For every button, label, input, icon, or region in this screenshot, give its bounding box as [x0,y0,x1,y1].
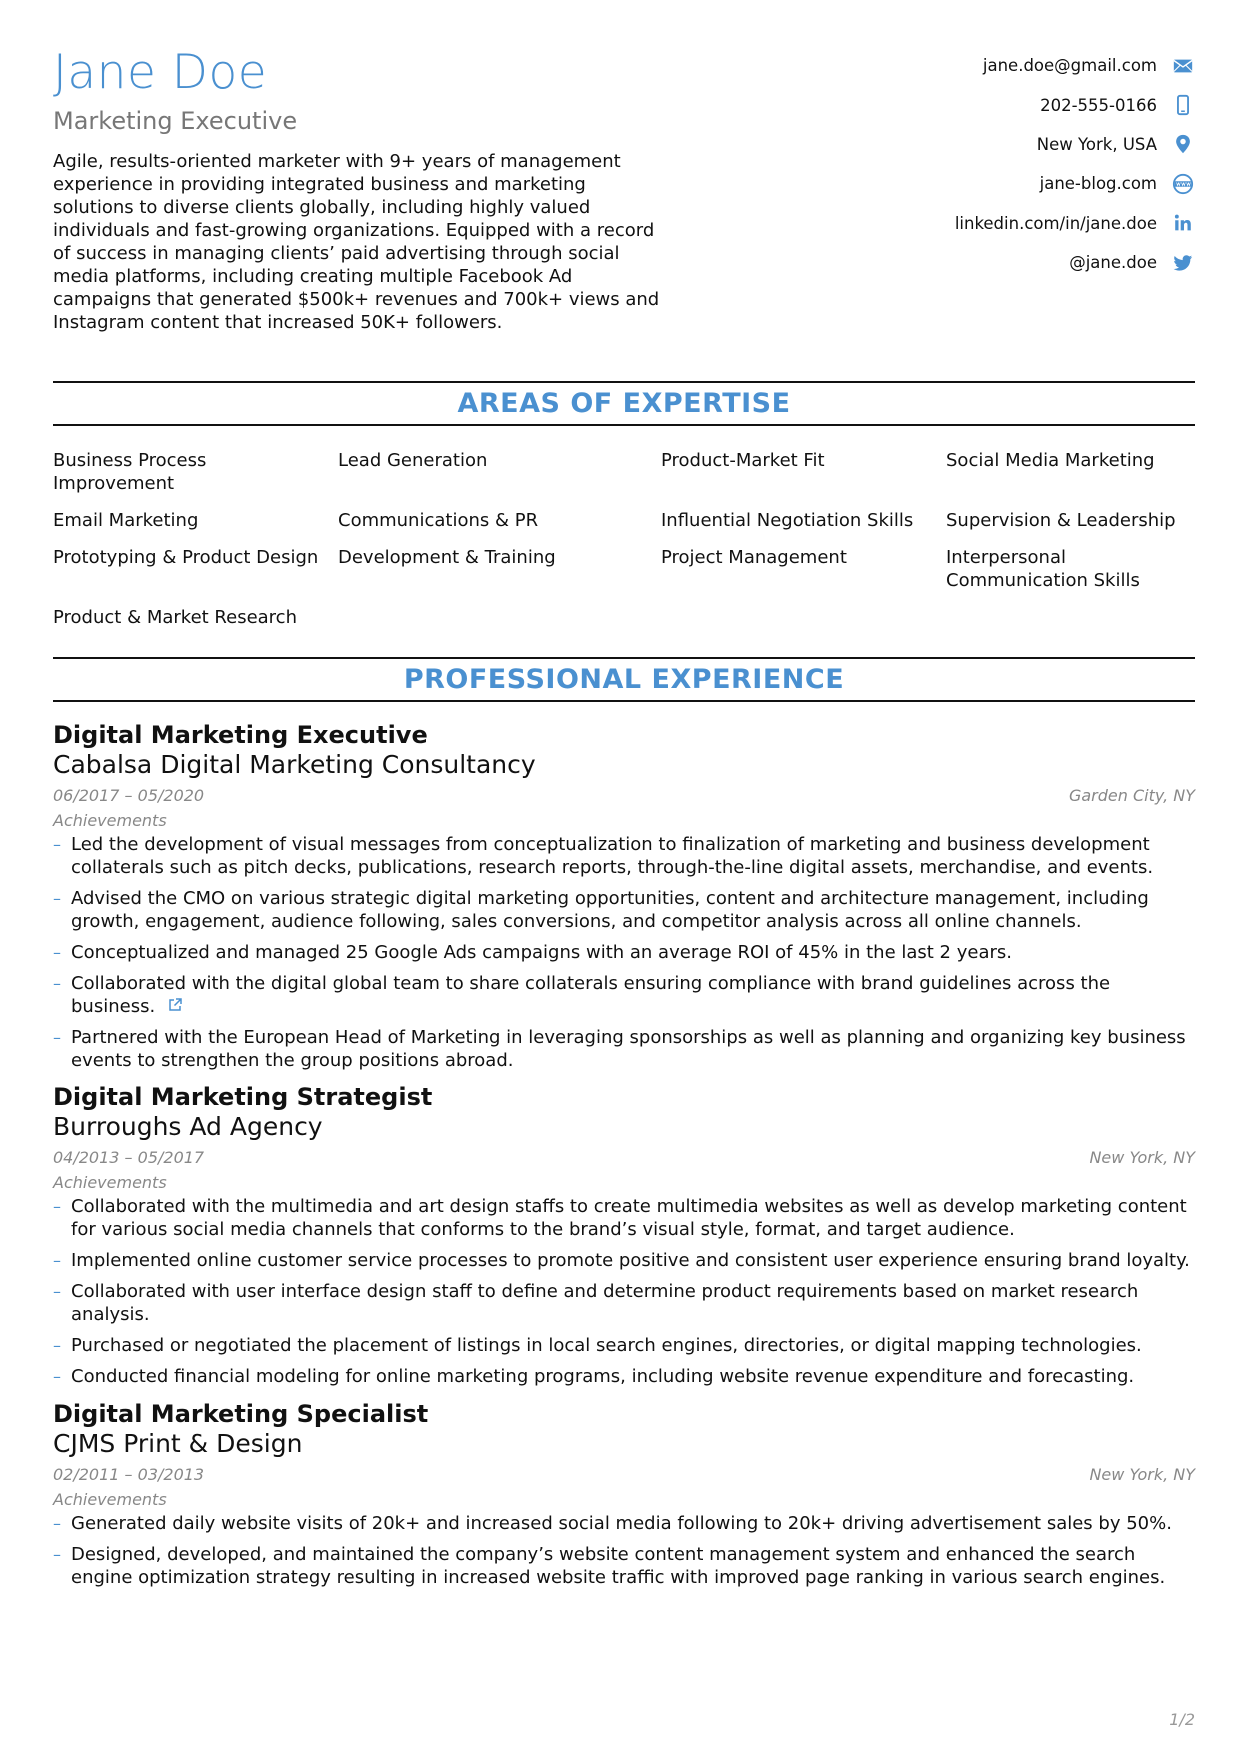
phone-icon [1171,93,1195,117]
skill-item: Project Management [661,547,847,568]
summary-paragraph: Agile, results-oriented marketer with 9+ years of management experience in providing integrated business and marketing solutions to diverse clients globally, including highly valued individuals and fast-growing organizations. Equipped with a record of success in managing clients’ paid advertising through social media platforms, including creating multiple Facebook Ad campaigns that generated $500k+ revenues and 700k+ views and Instagram content that increased 50K+ followers. [53,151,660,333]
expertise-heading: AREAS OF EXPERTISE [457,388,791,419]
experience-heading: PROFESSIONAL EXPERIENCE [403,664,845,695]
skill-item: Development & Training [338,547,556,568]
skill-item: Supervision & Leadership [946,510,1176,531]
contact-website-text[interactable]: jane-blog.com [1039,174,1157,194]
page-number: 1/2 [1169,1710,1195,1729]
email-icon [1171,54,1195,78]
job-dates: 06/2017 – 05/2020 [53,786,205,805]
achievement-item: – Purchased or negotiated the placement of listings in local search engines, directories, or digital mapping technologies. [53,1334,1195,1357]
job-meta [53,1146,1195,1170]
contact-location [795,125,1195,164]
contact-list [795,46,1195,282]
achievement-item: – Collaborated with the multimedia and art design staffs to create multimedia websites as well as develop marketing content for various social media channels that conforms to the brand’s visual style, format, and target audience. [53,1195,1195,1241]
twitter-icon [1171,251,1195,275]
skill-item: Email Marketing [53,510,199,531]
globe-www-icon [1171,172,1195,196]
contact-email-text[interactable]: jane.doe@gmail.com [982,56,1157,76]
resume-header [53,44,673,334]
achievements-label: Achievements [53,1173,167,1192]
job-location: Garden City, NY [1068,786,1195,805]
achievements-label: Achievements [53,1490,167,1509]
contact-twitter[interactable] [795,243,1195,282]
contact-twitter-text[interactable]: @jane.doe [1069,253,1157,273]
achievement-item: – Designed, developed, and maintained the company’s website content management system and enhanced the search engine optimization strategy resulting in increased website traffic with improved page ranking in various search engines. [53,1543,1195,1589]
skill-item: Lead Generation [338,450,488,471]
achievement-item: – Generated daily website visits of 20k+ and increased social media following to 20k+ driving advertisement sales by 50%. [53,1512,1195,1535]
achievement-item-text: Collaborated with the digital global team to share collaterals ensuring compliance with brand guidelines across the business. [71,973,1111,1017]
contact-email[interactable] [795,46,1195,85]
contact-phone[interactable] [795,85,1195,124]
achievement-item: – Collaborated with user interface design staff to define and determine product requirements based on market research analysis. [53,1280,1195,1326]
achievement-item: – Implemented online customer service processes to promote positive and consistent user experience ensuring brand loyalty. [53,1249,1195,1272]
job-entry [53,1399,1195,1597]
linkedin-icon [1171,211,1195,235]
achievement-list [53,833,1195,1072]
job-entry [53,1082,1195,1396]
skill-item: Social Media Marketing [946,450,1155,471]
expertise-grid [53,449,1195,629]
expertise-section-header [53,381,1195,426]
achievement-item: – Conceptualized and managed 25 Google Ads campaigns with an average ROI of 45% in the last 2 years. [53,941,1195,964]
skill-item: Business Process Improvement [53,450,207,494]
job-dates: 02/2011 – 03/2013 [53,1465,205,1484]
candidate-title: Marketing Executive [53,107,298,135]
achievement-list [53,1195,1195,1388]
skill-item: Prototyping & Product Design [53,547,319,568]
achievement-item: – Partnered with the European Head of Marketing in leveraging sponsorships as well as planning and organizing key business events to strengthen the group positions abroad. [53,1026,1195,1072]
candidate-name: Jane Doe [53,45,268,100]
external-link-icon[interactable] [167,997,183,1013]
job-company: Cabalsa Digital Marketing Consultancy [53,750,536,779]
skill-item: Product & Market Research [53,607,297,628]
skill-item: Influential Negotiation Skills [661,510,914,531]
job-meta [53,784,1195,808]
job-location: New York, NY [1089,1465,1195,1484]
achievement-item: – Conducted financial modeling for online marketing programs, including website revenue expenditure and forecasting. [53,1365,1195,1388]
achievement-item-with-link [53,972,1195,1018]
job-location: New York, NY [1089,1148,1195,1167]
achievements-label: Achievements [53,811,167,830]
contact-linkedin-text[interactable]: linkedin.com/in/jane.doe [954,213,1157,233]
job-dates: 04/2013 – 05/2017 [53,1148,205,1167]
job-role: Digital Marketing Specialist [53,1400,429,1428]
achievement-list [53,1512,1195,1589]
achievement-item: – Led the development of visual messages from conceptualization to finalization of marketing and business development collaterals such as pitch decks, publications, research reports, through-the-line digital assets, merchandise, and events. [53,833,1195,879]
location-pin-icon [1171,132,1195,156]
job-meta [53,1463,1195,1487]
job-entry [53,720,1195,1080]
job-role: Digital Marketing Strategist [53,1083,433,1111]
skill-item: Product-Market Fit [661,450,825,471]
job-company: Burroughs Ad Agency [53,1112,323,1141]
experience-section-header [53,657,1195,702]
skill-item: Interpersonal Communication Skills [946,547,1140,591]
contact-phone-text[interactable]: 202-555-0166 [1040,95,1157,115]
job-company: CJMS Print & Design [53,1429,303,1458]
skill-item: Communications & PR [338,510,539,531]
contact-location-text: New York, USA [1036,134,1157,154]
contact-website[interactable] [795,164,1195,203]
contact-linkedin[interactable] [795,204,1195,243]
achievement-item: – Advised the CMO on various strategic digital marketing opportunities, content and architecture management, including growth, engagement, audience following, sales conversions, and competitor analysis across all online channels. [53,887,1195,933]
job-role: Digital Marketing Executive [53,721,428,749]
